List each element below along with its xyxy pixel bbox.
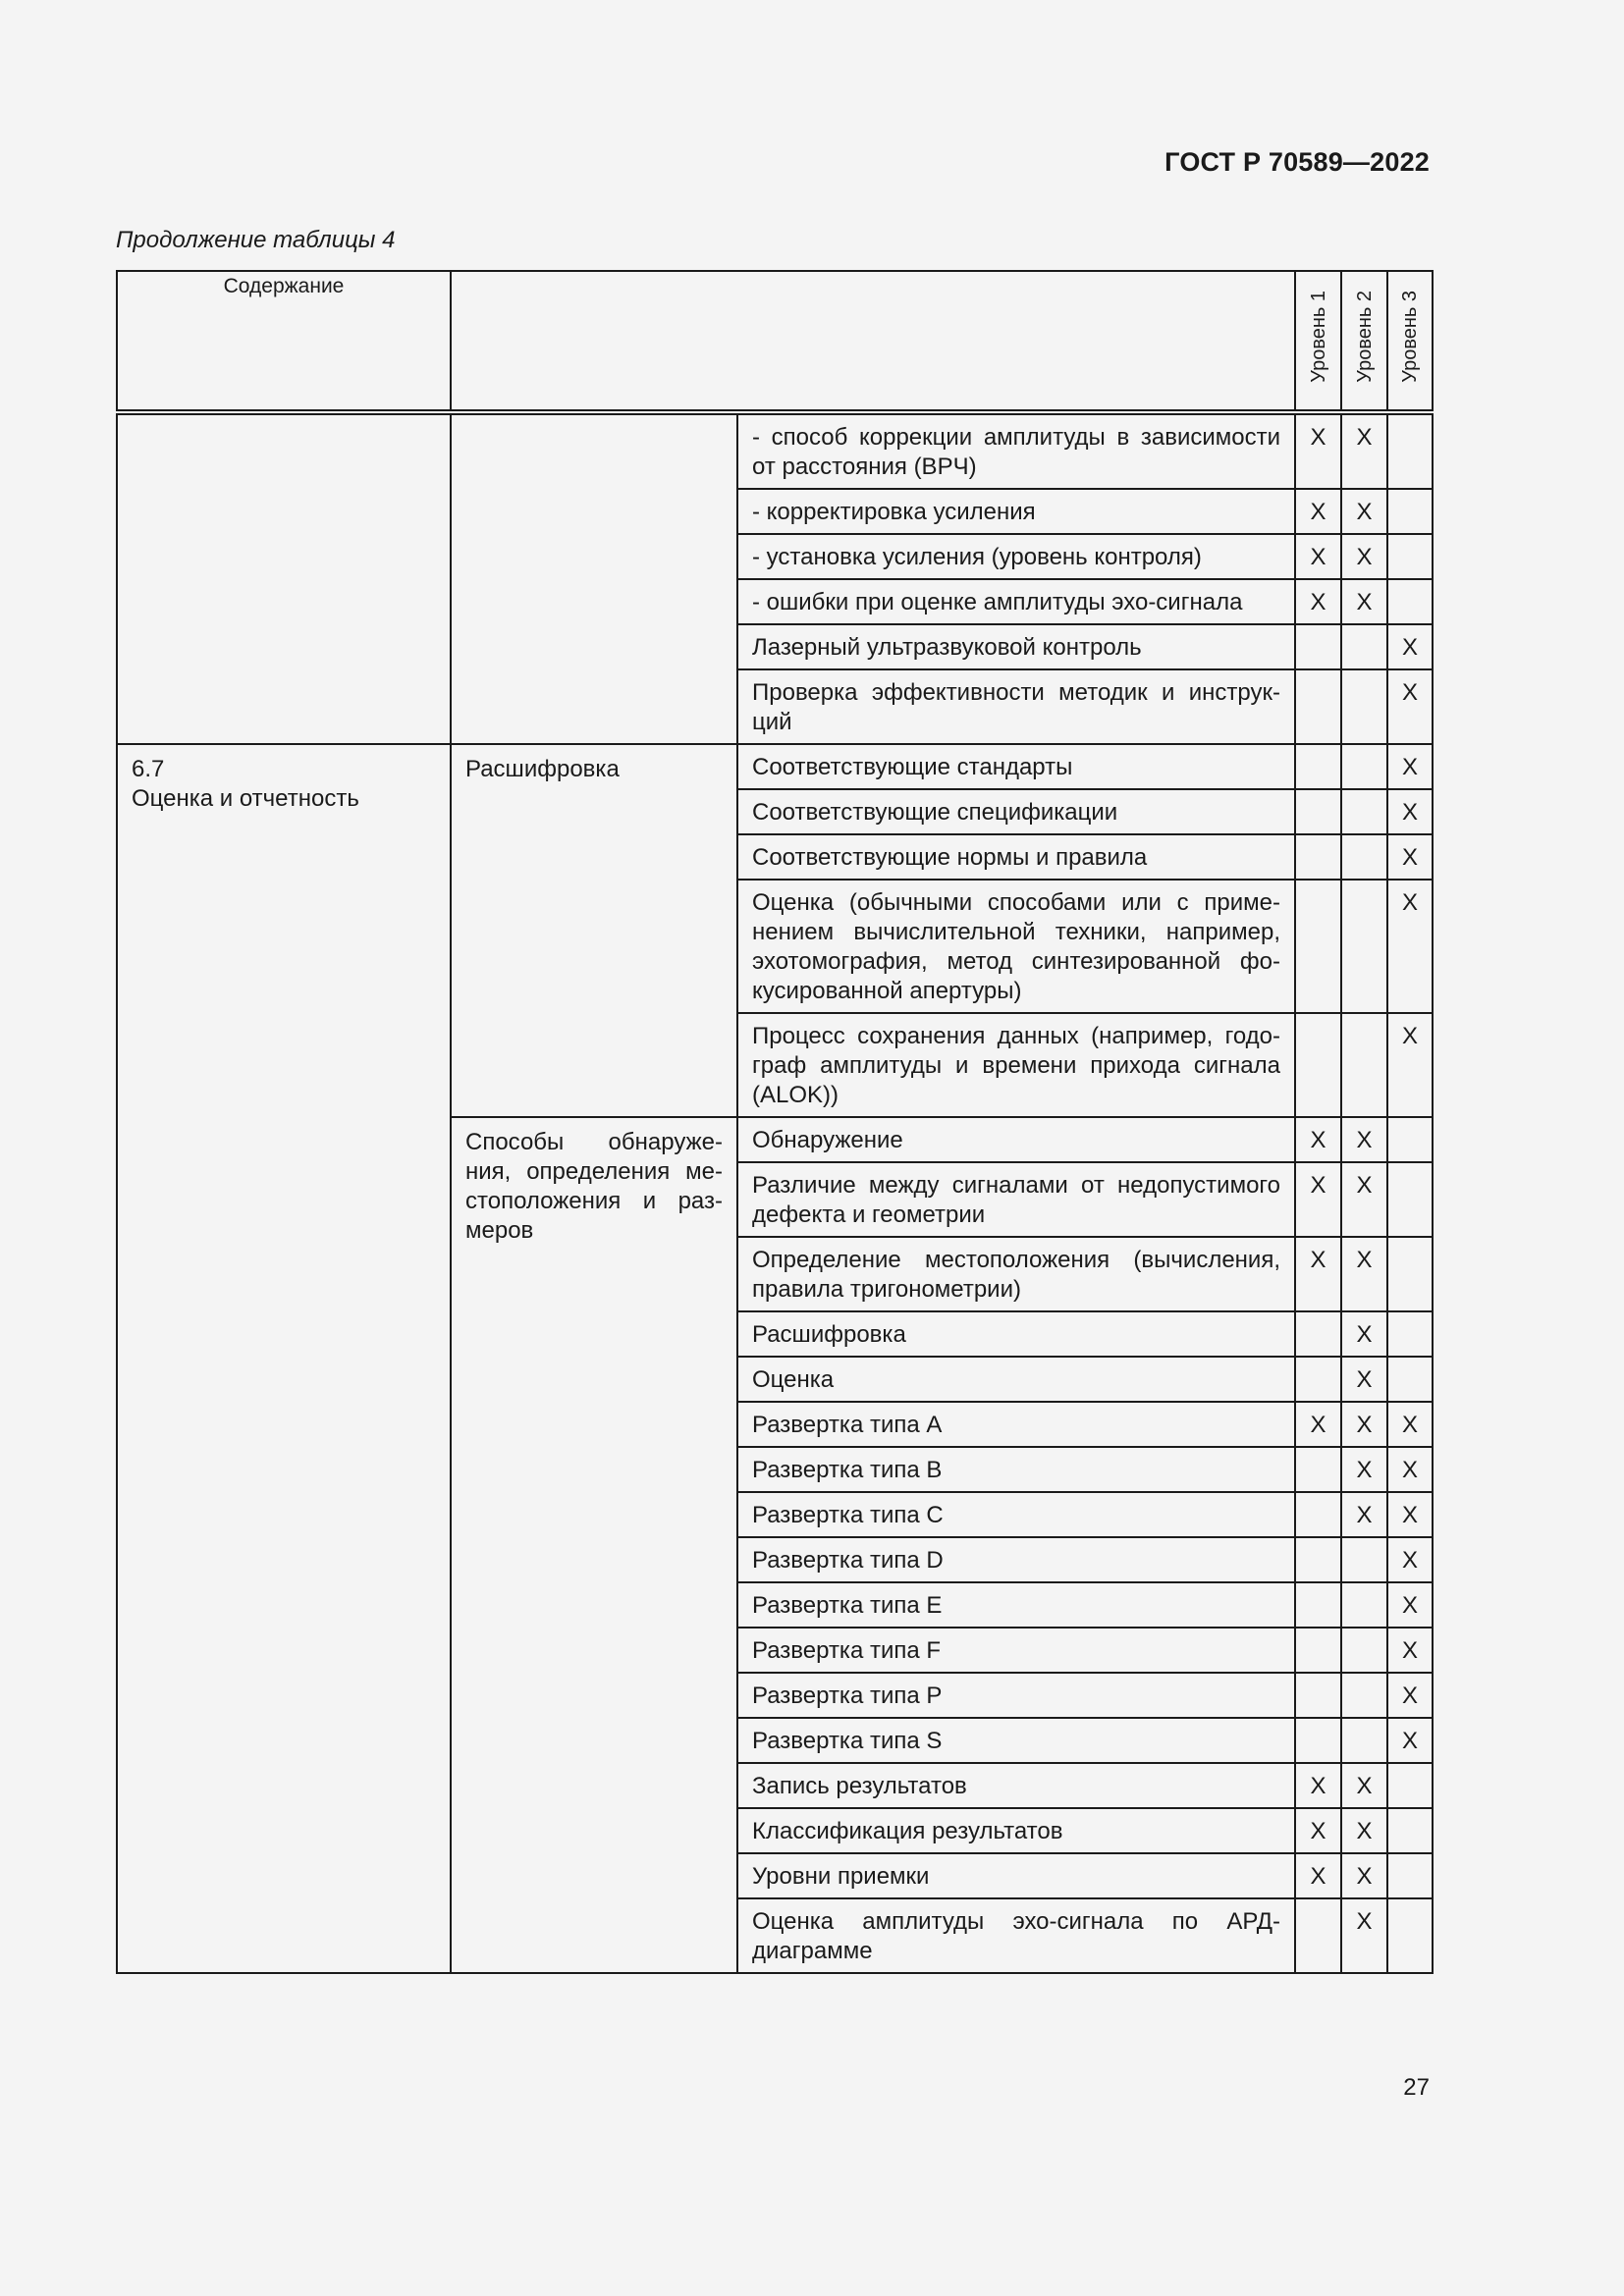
level-2-mark — [1341, 834, 1387, 880]
topic-cell: Развертка типа B — [737, 1447, 1295, 1492]
level-1-mark — [1295, 1492, 1341, 1537]
level-3-mark: X — [1387, 1013, 1433, 1117]
level-1-mark — [1295, 1628, 1341, 1673]
level-2-mark — [1341, 789, 1387, 834]
topic-cell: Оценка (обычными способами или с приме-нением вычислительной техники, например, эхотомография, метод синтезированной фо-кусированной апертуры) — [737, 880, 1295, 1013]
topic-cell: Проверка эффективности методик и инструк-ций — [737, 669, 1295, 744]
level-1-mark — [1295, 669, 1341, 744]
level-3-mark: X — [1387, 1447, 1433, 1492]
topic-cell: Процесс сохранения данных (например, годо-граф амплитуды и времени прихода сигнала (ALOK)) — [737, 1013, 1295, 1117]
level-2-mark: X — [1341, 1808, 1387, 1853]
header-level-1 — [1295, 271, 1341, 412]
topic-cell: - корректировка усиления — [737, 489, 1295, 534]
level-3-mark: X — [1387, 834, 1433, 880]
level-3-mark: X — [1387, 1582, 1433, 1628]
subsection-detection: Способы обнаруже-ния, определения ме-стоположения и раз-меров — [451, 1117, 737, 1973]
level-3-mark: X — [1387, 1402, 1433, 1447]
level-2-mark: X — [1341, 579, 1387, 624]
level-3-mark: X — [1387, 1628, 1433, 1673]
level-3-mark: X — [1387, 789, 1433, 834]
level-3-mark: X — [1387, 669, 1433, 744]
level-3-mark: X — [1387, 744, 1433, 789]
level-1-mark: X — [1295, 579, 1341, 624]
level-1-mark — [1295, 1898, 1341, 1973]
level-2-mark: X — [1341, 1763, 1387, 1808]
level-1-mark — [1295, 1582, 1341, 1628]
topic-cell: Развертка типа S — [737, 1718, 1295, 1763]
level-2-mark — [1341, 1673, 1387, 1718]
topic-cell: Уровни приемки — [737, 1853, 1295, 1898]
level-2-mark: X — [1341, 1117, 1387, 1162]
level-3-mark — [1387, 1763, 1433, 1808]
topic-cell: Обнаружение — [737, 1117, 1295, 1162]
subsection-cell-empty — [451, 412, 737, 744]
table-row — [117, 744, 1433, 789]
level-3-mark — [1387, 1162, 1433, 1237]
level-1-mark: X — [1295, 534, 1341, 579]
level-3-mark — [1387, 1117, 1433, 1162]
level-2-mark — [1341, 1718, 1387, 1763]
subsection-decoding: Расшифровка — [451, 744, 737, 1117]
topic-cell: Классификация результатов — [737, 1808, 1295, 1853]
level-1-mark — [1295, 1537, 1341, 1582]
level-2-mark: X — [1341, 1492, 1387, 1537]
level-3-mark: X — [1387, 1492, 1433, 1537]
topic-cell: Различие между сигналами от недопустимого дефекта и геометрии — [737, 1162, 1295, 1237]
level-2-mark: X — [1341, 489, 1387, 534]
level-3-mark — [1387, 1853, 1433, 1898]
header-level-3 — [1387, 271, 1433, 412]
level-3-mark — [1387, 1357, 1433, 1402]
table-header-row — [117, 271, 1433, 412]
requirements-table — [116, 270, 1434, 1974]
table-caption: Продолжение таблицы 4 — [116, 227, 396, 253]
topic-cell: Оценка амплитуды эхо-сигнала по АРД-диаграмме — [737, 1898, 1295, 1973]
topic-cell: Расшифровка — [737, 1311, 1295, 1357]
level-2-mark — [1341, 1582, 1387, 1628]
level-1-mark: X — [1295, 1162, 1341, 1237]
level-3-mark — [1387, 1808, 1433, 1853]
level-2-mark — [1341, 1537, 1387, 1582]
level-2-mark: X — [1341, 1447, 1387, 1492]
topic-cell: Развертка типа P — [737, 1673, 1295, 1718]
level-2-mark — [1341, 744, 1387, 789]
level-2-mark: X — [1341, 1357, 1387, 1402]
topic-cell: - ошибки при оценке амплитуды эхо-сигнала — [737, 579, 1295, 624]
topic-cell: Развертка типа D — [737, 1537, 1295, 1582]
level-1-mark: X — [1295, 489, 1341, 534]
level-1-mark — [1295, 834, 1341, 880]
level-1-mark — [1295, 1673, 1341, 1718]
level-3-mark: X — [1387, 1673, 1433, 1718]
page-number: 27 — [1403, 2074, 1430, 2101]
section-title: Оценка и отчетность — [132, 785, 359, 812]
level-2-mark: X — [1341, 412, 1387, 489]
level-1-mark — [1295, 1447, 1341, 1492]
level-3-mark — [1387, 489, 1433, 534]
level-1-mark: X — [1295, 1117, 1341, 1162]
header-level-3-label: Уровень 3 — [1399, 291, 1421, 383]
level-1-mark — [1295, 1718, 1341, 1763]
level-2-mark: X — [1341, 1898, 1387, 1973]
level-3-mark: X — [1387, 1537, 1433, 1582]
table-row — [117, 412, 1433, 489]
level-3-mark: X — [1387, 1718, 1433, 1763]
level-2-mark: X — [1341, 1311, 1387, 1357]
level-1-mark: X — [1295, 1402, 1341, 1447]
topic-cell: - способ коррекции амплитуды в зависимости от расстояния (ВРЧ) — [737, 412, 1295, 489]
topic-cell: Соответствующие спецификации — [737, 789, 1295, 834]
header-content: Содержание — [117, 271, 451, 412]
level-3-mark — [1387, 1898, 1433, 1973]
header-level-2 — [1341, 271, 1387, 412]
level-3-mark — [1387, 1237, 1433, 1311]
level-2-mark: X — [1341, 1162, 1387, 1237]
level-1-mark — [1295, 1013, 1341, 1117]
level-2-mark: X — [1341, 1402, 1387, 1447]
level-1-mark — [1295, 624, 1341, 669]
level-1-mark: X — [1295, 412, 1341, 489]
level-1-mark — [1295, 880, 1341, 1013]
level-1-mark: X — [1295, 1808, 1341, 1853]
level-1-mark — [1295, 789, 1341, 834]
level-3-mark — [1387, 1311, 1433, 1357]
header-level-2-label: Уровень 2 — [1353, 291, 1376, 383]
level-3-mark — [1387, 579, 1433, 624]
topic-cell: Оценка — [737, 1357, 1295, 1402]
topic-cell: Развертка типа E — [737, 1582, 1295, 1628]
level-3-mark — [1387, 412, 1433, 489]
standard-code: ГОСТ Р 70589—2022 — [1164, 147, 1430, 177]
level-2-mark — [1341, 880, 1387, 1013]
level-2-mark — [1341, 1013, 1387, 1117]
content-cell-empty — [117, 412, 451, 744]
level-2-mark: X — [1341, 1237, 1387, 1311]
level-2-mark — [1341, 1628, 1387, 1673]
topic-cell: Развертка типа A — [737, 1402, 1295, 1447]
header-level-1-label: Уровень 1 — [1307, 291, 1329, 383]
level-2-mark: X — [1341, 534, 1387, 579]
section-number: 6.7 — [132, 756, 165, 782]
topic-cell: Лазерный ультразвуковой контроль — [737, 624, 1295, 669]
level-3-mark: X — [1387, 880, 1433, 1013]
level-1-mark: X — [1295, 1237, 1341, 1311]
header-blank — [451, 271, 1295, 412]
level-2-mark — [1341, 669, 1387, 744]
level-1-mark — [1295, 1357, 1341, 1402]
level-1-mark: X — [1295, 1763, 1341, 1808]
section-cell — [117, 744, 451, 1973]
topic-cell: Соответствующие стандарты — [737, 744, 1295, 789]
topic-cell: Запись результатов — [737, 1763, 1295, 1808]
level-2-mark — [1341, 624, 1387, 669]
topic-cell: Развертка типа F — [737, 1628, 1295, 1673]
topic-cell: Соответствующие нормы и правила — [737, 834, 1295, 880]
topic-cell: Развертка типа C — [737, 1492, 1295, 1537]
topic-cell: Определение местоположения (вычисления, правила тригонометрии) — [737, 1237, 1295, 1311]
level-3-mark — [1387, 534, 1433, 579]
level-1-mark: X — [1295, 1853, 1341, 1898]
level-1-mark — [1295, 1311, 1341, 1357]
level-3-mark: X — [1387, 624, 1433, 669]
topic-cell: - установка усиления (уровень контроля) — [737, 534, 1295, 579]
level-1-mark — [1295, 744, 1341, 789]
level-2-mark: X — [1341, 1853, 1387, 1898]
